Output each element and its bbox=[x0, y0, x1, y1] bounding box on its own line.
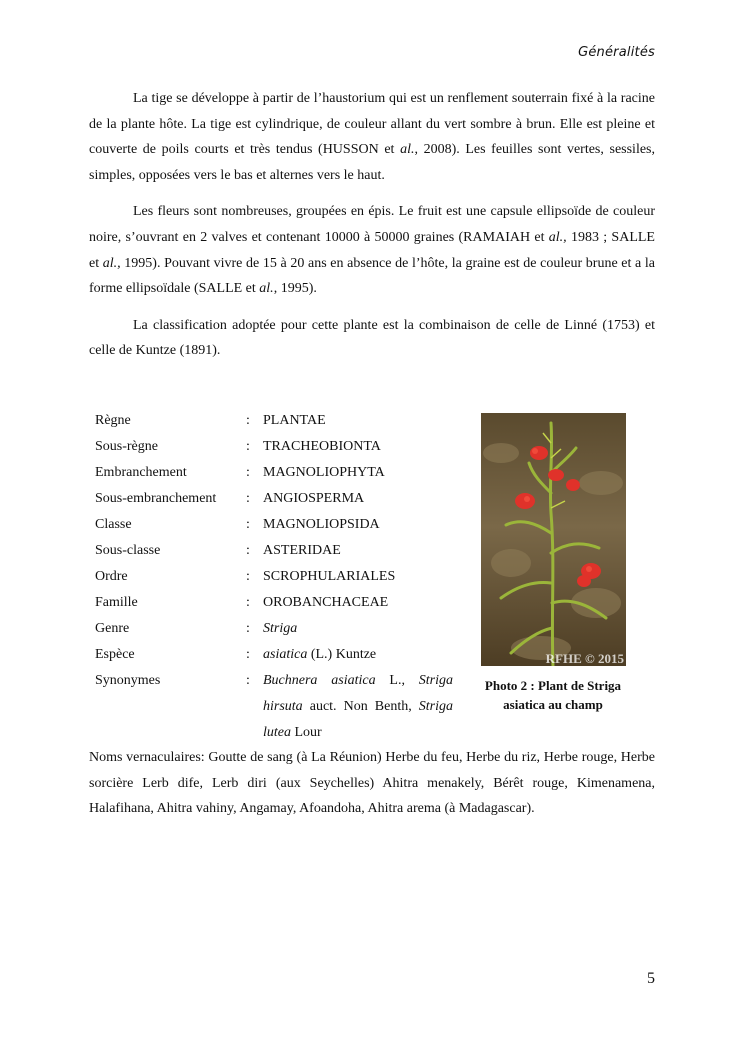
italic-run: Striga hirsuta bbox=[263, 673, 453, 714]
rank-value: MAGNOLIOPSIDA bbox=[263, 517, 380, 532]
body-text bbox=[89, 86, 655, 375]
rank-separator: : bbox=[246, 647, 250, 662]
rank-value: MAGNOLIOPHYTA bbox=[263, 465, 385, 480]
photo-caption: Photo 2 : Plant de Striga asiatica au champ bbox=[484, 678, 622, 712]
striga-plant-photo bbox=[481, 413, 626, 666]
rank-label: Espèce bbox=[95, 647, 135, 662]
rank-label: Règne bbox=[95, 413, 131, 428]
rank-label: Ordre bbox=[95, 569, 128, 584]
rank-label: Sous-embranchement bbox=[95, 491, 217, 506]
italic-run: asiatica bbox=[263, 647, 308, 662]
rank-separator: : bbox=[246, 621, 250, 636]
rank-value: SCROPHULARIALES bbox=[263, 569, 396, 584]
italic-run: al., bbox=[548, 229, 567, 245]
rank-separator: : bbox=[246, 595, 250, 610]
classification-row-espece bbox=[95, 642, 453, 668]
rank-value: asiatica (L.) Kuntze bbox=[263, 647, 377, 662]
rank-value: PLANTAE bbox=[263, 413, 326, 428]
italic-run: Striga bbox=[263, 621, 298, 636]
rank-separator: : bbox=[246, 413, 250, 428]
italic-run: Buchnera asiatica bbox=[263, 673, 376, 688]
classification-row-sous-regne bbox=[95, 434, 453, 460]
photo-watermark: RFHE © 2015 bbox=[545, 651, 624, 666]
rank-value: ANGIOSPERMA bbox=[263, 491, 365, 506]
italic-run: al. bbox=[400, 142, 415, 158]
classification-row-sous-embranchement bbox=[95, 486, 453, 512]
rank-separator: : bbox=[246, 439, 250, 454]
plant-illustration bbox=[481, 413, 626, 666]
rank-label: Sous-règne bbox=[95, 439, 158, 454]
rank-separator: : bbox=[246, 491, 250, 506]
rank-value: OROBANCHACEAE bbox=[263, 595, 389, 610]
rank-separator: : bbox=[246, 543, 250, 558]
italic-run: al., bbox=[102, 255, 121, 271]
paragraph-classification-intro: La classification adoptée pour cette plante est la combinaison de celle de Linné (1753) et celle de Kuntze (1891). bbox=[89, 317, 655, 359]
italic-run: Striga lutea bbox=[263, 699, 453, 740]
rank-separator: : bbox=[246, 465, 250, 480]
rank-label: Famille bbox=[95, 595, 138, 610]
rank-label: Sous-classe bbox=[95, 543, 161, 558]
classification-row-ordre bbox=[95, 564, 453, 590]
rank-label: Synonymes bbox=[95, 673, 161, 688]
classification-row-embranchement bbox=[95, 460, 453, 486]
rank-label: Classe bbox=[95, 517, 132, 532]
rank-value: Buchnera asiatica L., Striga hirsuta auct. Non Benth, Striga lutea Lour bbox=[263, 673, 453, 740]
paragraph-flowers-fruit: Les fleurs sont nombreuses, groupées en épis. Le fruit est une capsule ellipsoïde de couleur noire, s’ouvrant en 2 valves et contenant 10000 à 50000 graines (RAMAIAH et al., 1983 ; SALLE et al., 1995). Pouvant vivre de 15 à 20 ans en absence de l’hôte, la graine est de couleur brune et a la forme ellipsoïdale (SALLE et al., 1995). bbox=[89, 204, 655, 297]
classification-row-famille bbox=[95, 590, 453, 616]
rank-value: ASTERIDAE bbox=[263, 543, 341, 558]
paragraph-stem-description: La tige se développe à partir de l’haustorium qui est un renflement souterrain fixé à la racine de la plante hôte. La tige est cylindrique, de couleur allant du vert sombre à brun. Elle est pleine et couverte de poils courts et très tendus (HUSSON et al., 2008). Les feuilles sont vertes, sessiles, simples, opposées vers le bas et alternes vers le haut. bbox=[89, 91, 656, 183]
rank-value bbox=[263, 616, 453, 642]
classification-row-classe bbox=[95, 512, 453, 538]
rank-separator: : bbox=[246, 673, 250, 688]
rank-separator: : bbox=[246, 569, 250, 584]
rank-value: TRACHEOBIONTA bbox=[263, 439, 381, 454]
rank-label: Genre bbox=[95, 621, 130, 636]
page-number: 5 bbox=[647, 970, 655, 987]
vernacular-names: Noms vernaculaires: Goutte de sang (à La Réunion) Herbe du feu, Herbe du riz, Herbe rouge, Herbe sorcière Lerb dife, Lerb diri (aux Seychelles) Ahitra menakely, Bérêt rouge, Kimenamena, Halafihana, Ahitra vahiny, Angamay, Afoandoha, Ahitra arema (à Madagascar). bbox=[89, 750, 655, 817]
classification-row-regne bbox=[95, 408, 453, 434]
classification-table bbox=[95, 408, 453, 746]
italic-run: al. bbox=[259, 281, 274, 297]
classification-row-synonymes bbox=[95, 668, 453, 746]
classification-row-genre bbox=[95, 616, 453, 642]
rank-label: Embranchement bbox=[95, 465, 187, 480]
running-header: Généralités bbox=[578, 45, 655, 60]
classification-row-sous-classe bbox=[95, 538, 453, 564]
rank-separator: : bbox=[246, 517, 250, 532]
